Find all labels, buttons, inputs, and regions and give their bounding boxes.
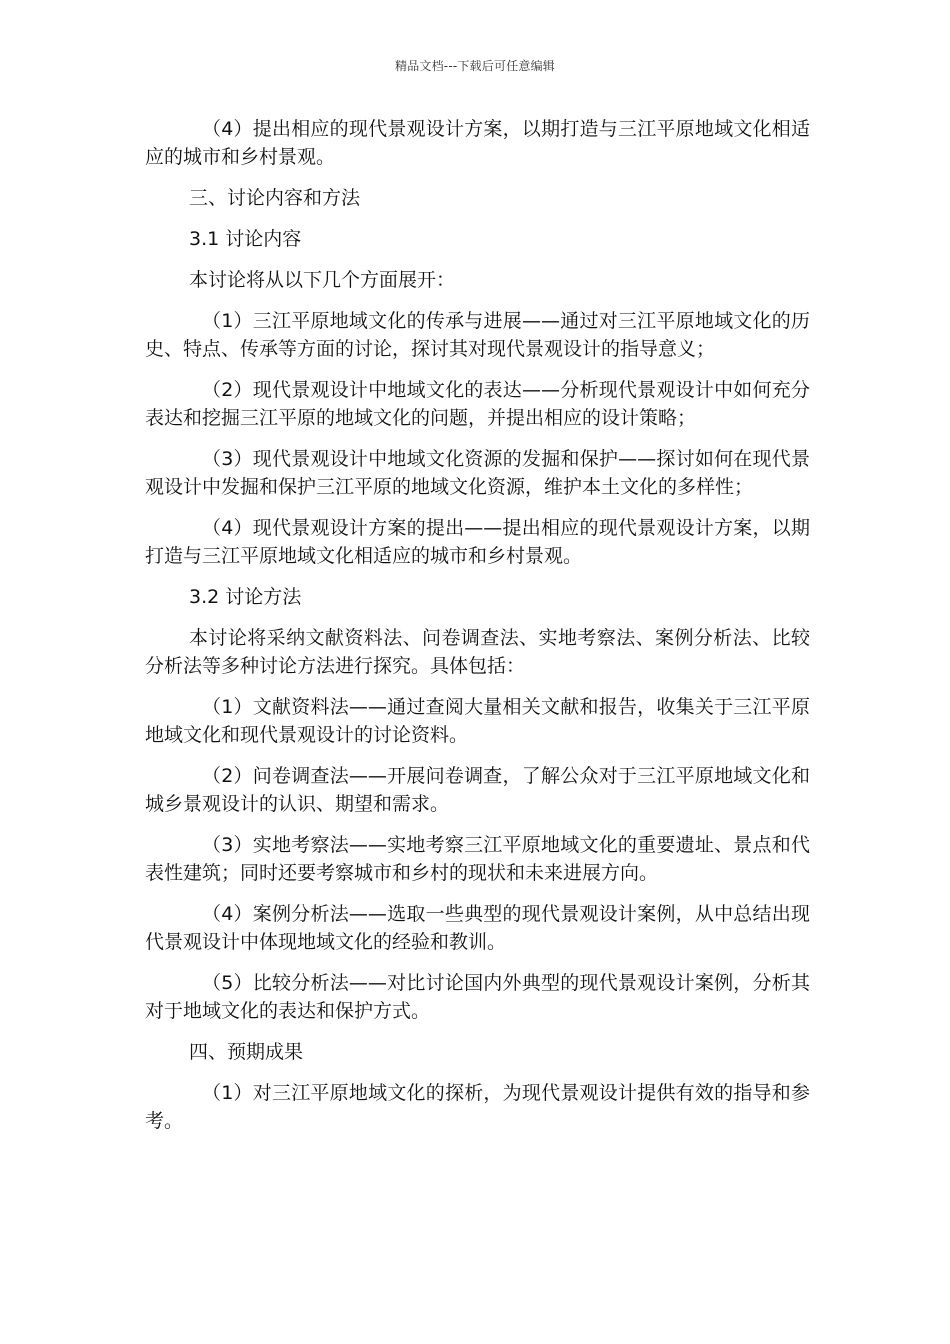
document-body [145, 115, 810, 1148]
paragraph-content-2: （2）现代景观设计中地域文化的表达——分析现代景观设计中如何充分表达和挖掘三江平原的地域文化的问题，并提出相应的设计策略； [145, 379, 810, 429]
heading-3-1: 3.1 讨论内容 [189, 228, 302, 250]
paragraph-goal-4: （4）提出相应的现代景观设计方案，以期打造与三江平原地域文化相适应的城市和乡村景观。 [145, 118, 810, 168]
heading-section-4: 四、预期成果 [189, 1041, 304, 1063]
paragraph-method-1: （1）文献资料法——通过查阅大量相关文献和报告，收集关于三江平原地域文化和现代景观设计的讨论资料。 [145, 696, 810, 746]
heading-3-2: 3.2 讨论方法 [189, 586, 302, 608]
paragraph-method-4: （4）案例分析法——选取一些典型的现代景观设计案例，从中总结出现代景观设计中体现地域文化的经验和教训。 [145, 903, 810, 953]
paragraph-methods-intro: 本讨论将采纳文献资料法、问卷调查法、实地考察法、案例分析法、比较分析法等多种讨论方法进行探究。具体包括： [145, 627, 810, 677]
paragraph-content-3: （3）现代景观设计中地域文化资源的发掘和保护——探讨如何在现代景观设计中发掘和保护三江平原的地域文化资源，维护本土文化的多样性； [145, 448, 810, 498]
paragraph-method-3: （3）实地考察法——实地考察三江平原地域文化的重要遗址、景点和代表性建筑；同时还要考察城市和乡村的现状和未来进展方向。 [145, 834, 810, 884]
paragraph-method-2: （2）问卷调查法——开展问卷调查，了解公众对于三江平原地域文化和城乡景观设计的认识、期望和需求。 [145, 765, 810, 815]
page-header: 精品文档---下载后可任意编辑 [395, 59, 555, 73]
paragraph-outcome-1: （1）对三江平原地域文化的探析，为现代景观设计提供有效的指导和参考。 [145, 1082, 810, 1132]
heading-section-3: 三、讨论内容和方法 [189, 187, 361, 209]
paragraph-content-4: （4）现代景观设计方案的提出——提出相应的现代景观设计方案，以期打造与三江平原地域文化相适应的城市和乡村景观。 [145, 517, 810, 567]
paragraph-content-1: （1）三江平原地域文化的传承与进展——通过对三江平原地域文化的历史、特点、传承等方面的讨论，探讨其对现代景观设计的指导意义； [145, 310, 810, 360]
paragraph-intro: 本讨论将从以下几个方面展开： [189, 269, 456, 291]
paragraph-method-5: （5）比较分析法——对比讨论国内外典型的现代景观设计案例，分析其对于地域文化的表达和保护方式。 [145, 972, 810, 1022]
